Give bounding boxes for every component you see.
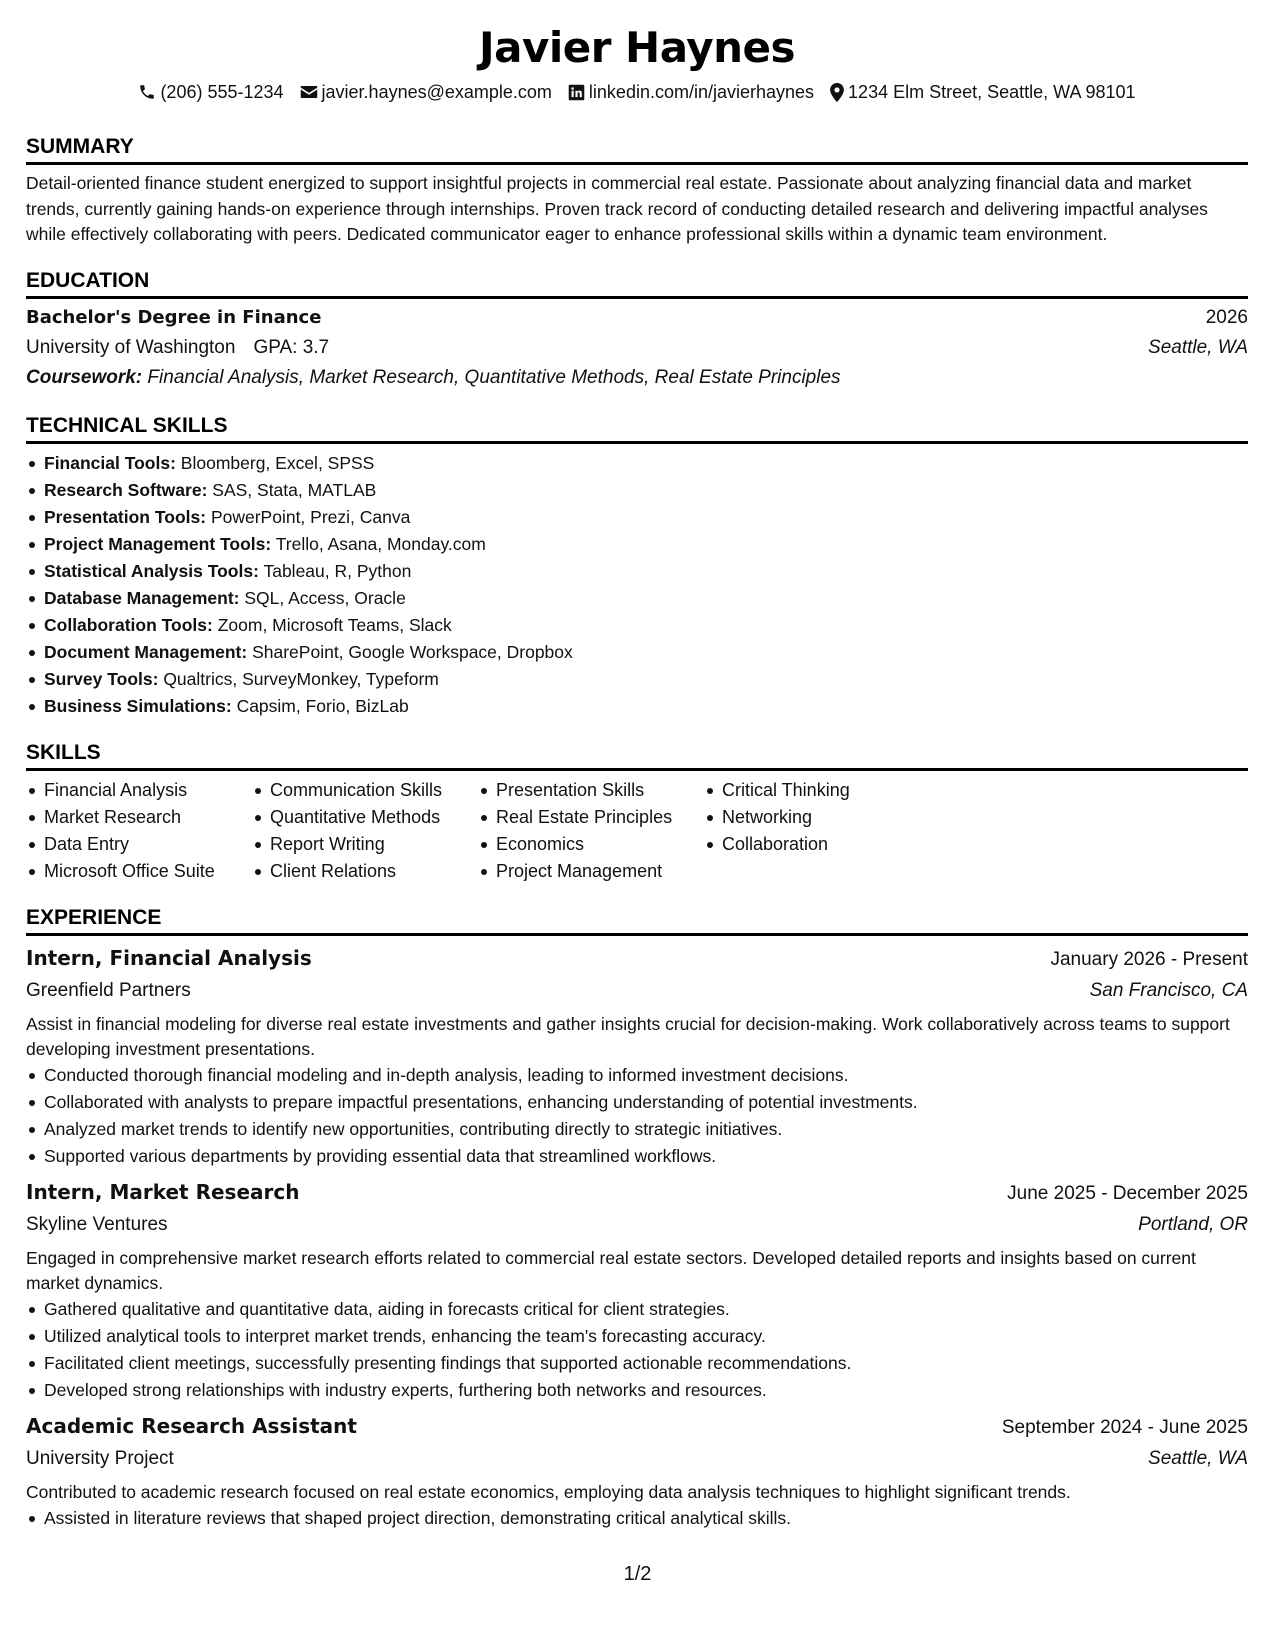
skill-label: Survey Tools:	[44, 668, 159, 689]
job-bullets	[26, 1296, 1248, 1404]
company-name: University Project	[26, 1447, 174, 1469]
job-company-row	[26, 1210, 1248, 1240]
list-item: Data Entry	[26, 831, 252, 858]
skill-label: Statistical Analysis Tools:	[44, 560, 259, 581]
skill-value: Zoom, Microsoft Teams, Slack	[217, 614, 452, 635]
technical-skills-list	[26, 450, 1248, 720]
school-name: University of Washington	[26, 336, 236, 358]
job-dates: September 2024 - June 2025	[1001, 1416, 1248, 1438]
list-item: Project Management	[478, 858, 704, 885]
skills-column	[478, 777, 704, 885]
skill-label: Database Management:	[44, 587, 240, 608]
technical-skills-heading: TECHNICAL SKILLS	[26, 413, 1248, 444]
phone-text: (206) 555-1234	[160, 82, 284, 102]
skill-value: PowerPoint, Prezi, Canva	[210, 506, 411, 527]
list-item	[26, 612, 1248, 639]
list-item: Presentation Skills	[478, 777, 704, 804]
list-item: Report Writing	[252, 831, 478, 858]
skill-value: SAS, Stata, MATLAB	[212, 479, 377, 500]
skill-value: Tableau, R, Python	[263, 560, 412, 581]
education-degree-row	[26, 303, 1248, 333]
experience-heading: EXPERIENCE	[26, 905, 1248, 936]
skill-value: SQL, Access, Oracle	[244, 587, 406, 608]
job-entry	[26, 942, 1248, 1170]
degree-name: Bachelor's Degree in Finance	[26, 306, 322, 328]
list-item: Developed strong relationships with industry experts, furthering both networks and resources.	[26, 1377, 1248, 1404]
graduation-year: 2026	[1205, 306, 1248, 328]
list-item: Quantitative Methods	[252, 804, 478, 831]
job-entry	[26, 1176, 1248, 1404]
skills-column	[252, 777, 478, 885]
school-location: Seattle, WA	[1148, 336, 1248, 358]
skills-heading: SKILLS	[26, 740, 1248, 771]
skill-value: Trello, Asana, Monday.com	[275, 533, 486, 554]
candidate-name: Javier Haynes	[478, 23, 796, 72]
list-item: Networking	[704, 804, 930, 831]
list-item	[26, 504, 1248, 531]
list-item: Economics	[478, 831, 704, 858]
list-item: Utilized analytical tools to interpret market trends, enhancing the team's forecasting accuracy.	[26, 1323, 1248, 1350]
skill-label: Financial Tools:	[44, 452, 176, 473]
skill-label: Project Management Tools:	[44, 533, 272, 554]
list-item	[26, 693, 1248, 720]
skills-grid	[26, 777, 1248, 885]
list-item: Facilitated client meetings, successfully presenting findings that supported actionable recommendations.	[26, 1350, 1248, 1377]
education-heading: EDUCATION	[26, 268, 1248, 299]
linkedin-link[interactable]: linkedin.com/in/javierhaynes	[588, 82, 815, 102]
contact-phone	[138, 80, 283, 104]
phone-icon	[138, 83, 156, 101]
list-item: Gathered qualitative and quantitative data, aiding in forecasts critical for client strategies.	[26, 1296, 1248, 1323]
list-item	[26, 450, 1248, 477]
list-item: Assisted in literature reviews that shaped project direction, demonstrating critical analytical skills.	[26, 1505, 1248, 1532]
list-item: Analyzed market trends to identify new opportunities, contributing directly to strategic initiatives.	[26, 1116, 1248, 1143]
address-text: 1234 Elm Street, Seattle, WA 98101	[848, 82, 1136, 102]
job-title-row	[26, 1176, 1248, 1210]
list-item: Collaboration	[704, 831, 930, 858]
contact-address	[830, 80, 1136, 104]
contact-linkedin[interactable]	[568, 80, 814, 104]
contact-email[interactable]	[300, 80, 552, 104]
job-description: Assist in financial modeling for diverse real estate investments and gather insights crucial for decision-making. Work collaboratively across teams to support developing investment presentations.	[26, 1013, 1230, 1059]
summary-heading: SUMMARY	[26, 134, 1248, 165]
company-name: Skyline Ventures	[26, 1213, 168, 1235]
job-location: San Francisco, CA	[1089, 979, 1248, 1001]
list-item: Critical Thinking	[704, 777, 930, 804]
job-bullets	[26, 1062, 1248, 1170]
job-title: Intern, Market Research	[26, 1179, 300, 1204]
skill-value: Bloomberg, Excel, SPSS	[180, 452, 375, 473]
company-name: Greenfield Partners	[26, 979, 191, 1001]
job-title: Intern, Financial Analysis	[26, 945, 312, 970]
map-pin-icon	[830, 83, 844, 102]
list-item	[26, 558, 1248, 585]
list-item	[26, 666, 1248, 693]
job-title-row	[26, 1410, 1248, 1444]
job-title-row	[26, 942, 1248, 976]
linkedin-icon	[568, 84, 585, 101]
skill-label: Business Simulations:	[44, 695, 232, 716]
skill-value: Capsim, Forio, BizLab	[236, 695, 409, 716]
skills-column	[26, 777, 252, 885]
education-school-row	[26, 333, 1248, 363]
skill-label: Research Software:	[44, 479, 208, 500]
summary-text: Detail-oriented finance student energized to support insightful projects in commercial real estate. Passionate about analyzing financial data and market trends, currently gaining hands-on experience through internships. Proven track record of conducting detailed research and delivering impactful analyses while effectively collaborating with peers. Dedicated communicator eager to enhance professional skills within a dynamic team environment.	[26, 173, 1208, 244]
skill-label: Document Management:	[44, 641, 248, 662]
contact-bar	[26, 80, 1248, 104]
skills-column	[704, 777, 930, 885]
list-item: Conducted thorough financial modeling and in-depth analysis, leading to informed investment decisions.	[26, 1062, 1248, 1089]
page-number: 1/2	[623, 1563, 652, 1585]
coursework-list: Financial Analysis, Market Research, Quantitative Methods, Real Estate Principles	[147, 366, 841, 388]
list-item: Collaborated with analysts to prepare impactful presentations, enhancing understanding of potential investments.	[26, 1089, 1248, 1116]
job-location: Portland, OR	[1138, 1213, 1248, 1235]
list-item: Supported various departments by providing essential data that streamlined workflows.	[26, 1143, 1248, 1170]
skill-value: SharePoint, Google Workspace, Dropbox	[252, 641, 573, 662]
job-location: Seattle, WA	[1148, 1447, 1248, 1469]
job-dates: June 2025 - December 2025	[1007, 1182, 1248, 1204]
list-item	[26, 639, 1248, 666]
email-link[interactable]: javier.haynes@example.com	[321, 82, 552, 102]
gpa: GPA: 3.7	[253, 336, 330, 358]
list-item: Client Relations	[252, 858, 478, 885]
list-item	[26, 585, 1248, 612]
job-description: Contributed to academic research focused on real estate economics, employing data analysis techniques to highlight significant trends.	[26, 1481, 1071, 1502]
envelope-icon	[300, 84, 318, 100]
skill-value: Qualtrics, SurveyMonkey, Typeform	[163, 668, 439, 689]
job-entry	[26, 1410, 1248, 1532]
job-description: Engaged in comprehensive market research efforts related to commercial real estate sectors. Developed detailed reports and insights based on current market dynamics.	[26, 1247, 1196, 1293]
list-item: Real Estate Principles	[478, 804, 704, 831]
job-bullets	[26, 1505, 1248, 1532]
list-item: Communication Skills	[252, 777, 478, 804]
coursework-label: Coursework:	[26, 366, 143, 388]
school-info	[26, 333, 329, 363]
coursework	[26, 363, 1248, 393]
list-item: Financial Analysis	[26, 777, 252, 804]
skill-label: Presentation Tools:	[44, 506, 207, 527]
job-dates: January 2026 - Present	[1050, 948, 1248, 970]
job-title: Academic Research Assistant	[26, 1413, 357, 1438]
job-company-row	[26, 976, 1248, 1006]
resume-page	[26, 22, 1248, 1532]
list-item: Microsoft Office Suite	[26, 858, 252, 885]
job-company-row	[26, 1444, 1248, 1474]
list-item	[26, 477, 1248, 504]
skill-label: Collaboration Tools:	[44, 614, 213, 635]
list-item: Market Research	[26, 804, 252, 831]
list-item	[26, 531, 1248, 558]
